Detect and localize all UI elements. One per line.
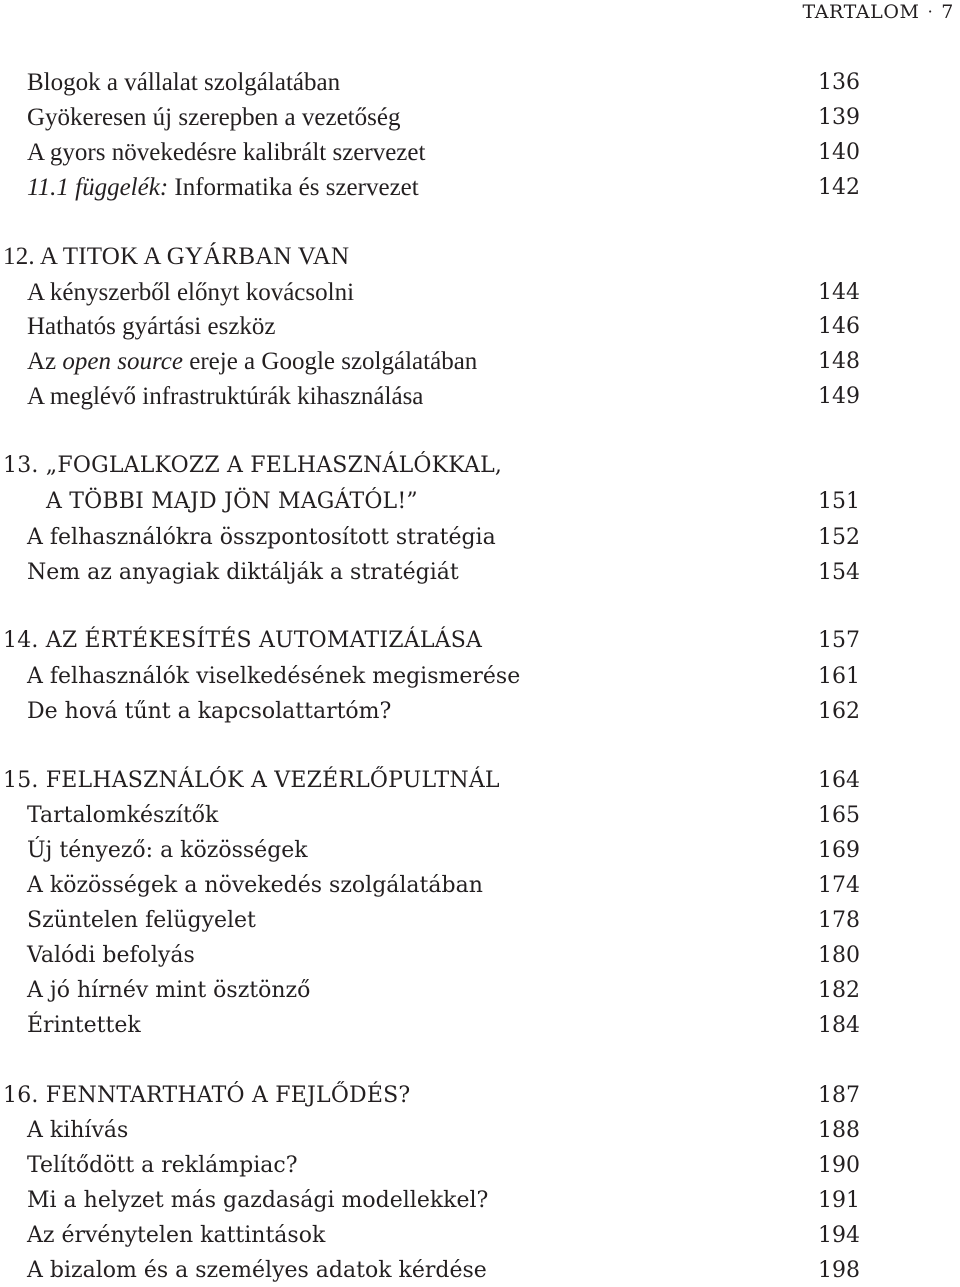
toc-entry bbox=[0, 557, 960, 589]
page-number: 7 bbox=[941, 1, 954, 23]
toc-title: Nem az anyagiak diktálják a stratégiát bbox=[27, 560, 459, 585]
separator-dot: · bbox=[927, 2, 934, 21]
toc-entry bbox=[0, 522, 960, 554]
toc-title: A felhasználókra összpontosított stratégia bbox=[27, 525, 496, 550]
toc-chapter bbox=[0, 765, 960, 797]
running-head bbox=[802, 0, 954, 24]
toc-entry bbox=[0, 905, 960, 937]
toc-chapter bbox=[0, 1080, 960, 1112]
toc-entry bbox=[0, 1115, 960, 1147]
toc-title: Telítődött a reklámpiac? bbox=[27, 1153, 298, 1178]
toc-page-number: 154 bbox=[818, 560, 860, 585]
toc-title: A közösségek a növekedés szolgálatában bbox=[27, 873, 483, 898]
toc-page-number: 198 bbox=[818, 1258, 860, 1283]
toc-page-number: 184 bbox=[818, 1013, 860, 1038]
toc-title bbox=[27, 172, 419, 204]
toc-title-italic: open source bbox=[62, 348, 183, 375]
toc-entry bbox=[0, 346, 960, 378]
toc-entry bbox=[0, 311, 960, 343]
toc-title: 12. A TITOK A GYÁRBAN VAN bbox=[3, 243, 350, 270]
toc-page-number: 169 bbox=[818, 838, 860, 863]
toc-chapter bbox=[0, 450, 960, 482]
toc-entry bbox=[0, 381, 960, 413]
toc-page-number: 139 bbox=[818, 105, 860, 130]
toc-page-number: 151 bbox=[818, 489, 860, 514]
toc-page-number: 190 bbox=[818, 1153, 860, 1178]
toc-page-number: 136 bbox=[818, 70, 860, 95]
toc-page-number: 164 bbox=[818, 768, 860, 793]
toc-title-rest: ereje a Google szolgálatában bbox=[182, 348, 478, 375]
toc-title bbox=[27, 346, 477, 378]
toc-entry bbox=[0, 172, 960, 204]
toc-page-number: 140 bbox=[818, 140, 860, 165]
toc-page-number: 178 bbox=[818, 908, 860, 933]
toc-entry bbox=[0, 1150, 960, 1182]
toc-title: Valódi befolyás bbox=[27, 943, 195, 968]
toc-page-number: 191 bbox=[818, 1188, 860, 1213]
toc-page-number: 144 bbox=[818, 280, 860, 305]
toc-title-rest: Informatika és szervezet bbox=[168, 174, 419, 201]
toc-page-number: 157 bbox=[818, 628, 860, 653]
toc-entry bbox=[0, 1220, 960, 1252]
toc-entry bbox=[0, 696, 960, 728]
toc-entry bbox=[0, 835, 960, 867]
toc-page-number: 162 bbox=[818, 699, 860, 724]
toc-page-number: 180 bbox=[818, 943, 860, 968]
toc-title: 16. FENNTARTHATÓ A FEJLŐDÉS? bbox=[3, 1083, 411, 1108]
toc-title: Szüntelen felügyelet bbox=[27, 908, 256, 933]
section-title: TARTALOM bbox=[802, 1, 920, 23]
toc-page-number: 149 bbox=[818, 384, 860, 409]
toc-title: Hathatós gyártási eszköz bbox=[27, 313, 276, 340]
toc-page-number: 182 bbox=[818, 978, 860, 1003]
toc-entry bbox=[0, 975, 960, 1007]
toc-entry bbox=[0, 800, 960, 832]
toc-page-number: 174 bbox=[818, 873, 860, 898]
toc-title: Az érvénytelen kattintások bbox=[27, 1223, 326, 1248]
toc-title: 15. FELHASZNÁLÓK A VEZÉRLŐPULTNÁL bbox=[3, 768, 500, 793]
toc-page-number: 161 bbox=[818, 664, 860, 689]
toc-title-italic: 11.1 függelék: bbox=[27, 174, 169, 201]
toc-page-number: 152 bbox=[818, 525, 860, 550]
toc-chapter bbox=[0, 241, 960, 273]
toc-title: Gyökeresen új szerepben a vezetőség bbox=[27, 104, 401, 131]
toc-title: A jó hírnév mint ösztönző bbox=[27, 978, 311, 1003]
toc-title: A gyors növekedésre kalibrált szervezet bbox=[27, 139, 426, 166]
toc-entry bbox=[0, 137, 960, 169]
toc-title: A TÖBBI MAJD JÖN MAGÁTÓL!” bbox=[46, 489, 418, 514]
toc-page-number: 194 bbox=[818, 1223, 860, 1248]
toc-title: A kényszerből előnyt kovácsolni bbox=[27, 279, 355, 306]
toc-entry bbox=[0, 1255, 960, 1287]
toc-title: Mi a helyzet más gazdasági modellekkel? bbox=[27, 1188, 489, 1213]
toc-page-number: 165 bbox=[818, 803, 860, 828]
toc-entry bbox=[0, 870, 960, 902]
toc-entry bbox=[0, 277, 960, 309]
toc-title: Tartalomkészítők bbox=[27, 803, 219, 828]
toc-title: Érintettek bbox=[27, 1013, 141, 1038]
toc-title: Blogok a vállalat szolgálatában bbox=[27, 69, 341, 96]
toc-entry bbox=[0, 67, 960, 99]
toc-title: A felhasználók viselkedésének megismerése bbox=[27, 664, 521, 689]
toc-chapter bbox=[0, 486, 960, 518]
toc-title: A bizalom és a személyes adatok kérdése bbox=[27, 1258, 487, 1283]
toc-title: Új tényező: a közösségek bbox=[27, 838, 308, 863]
toc-title: 13. „FOGLALKOZZ A FELHASZNÁLÓKKAL, bbox=[3, 453, 503, 478]
toc-entry bbox=[0, 661, 960, 693]
toc-chapter bbox=[0, 625, 960, 657]
toc-entry bbox=[0, 940, 960, 972]
toc-page-number: 146 bbox=[818, 314, 860, 339]
toc-page-number: 187 bbox=[818, 1083, 860, 1108]
toc-page-number: 148 bbox=[818, 349, 860, 374]
toc-title-prefix: Az bbox=[27, 348, 63, 375]
toc-entry bbox=[0, 1185, 960, 1217]
toc-title: De hová tűnt a kapcsolattartóm? bbox=[27, 699, 392, 724]
toc-title: A kihívás bbox=[27, 1118, 129, 1143]
toc-title: A meglévő infrastruktúrák kihasználása bbox=[27, 383, 424, 410]
toc-entry bbox=[0, 1010, 960, 1042]
toc-page-number: 142 bbox=[818, 175, 860, 200]
toc-title: 14. AZ ÉRTÉKESÍTÉS AUTOMATIZÁLÁSA bbox=[3, 628, 483, 653]
toc-entry bbox=[0, 102, 960, 134]
toc-page-number: 188 bbox=[818, 1118, 860, 1143]
